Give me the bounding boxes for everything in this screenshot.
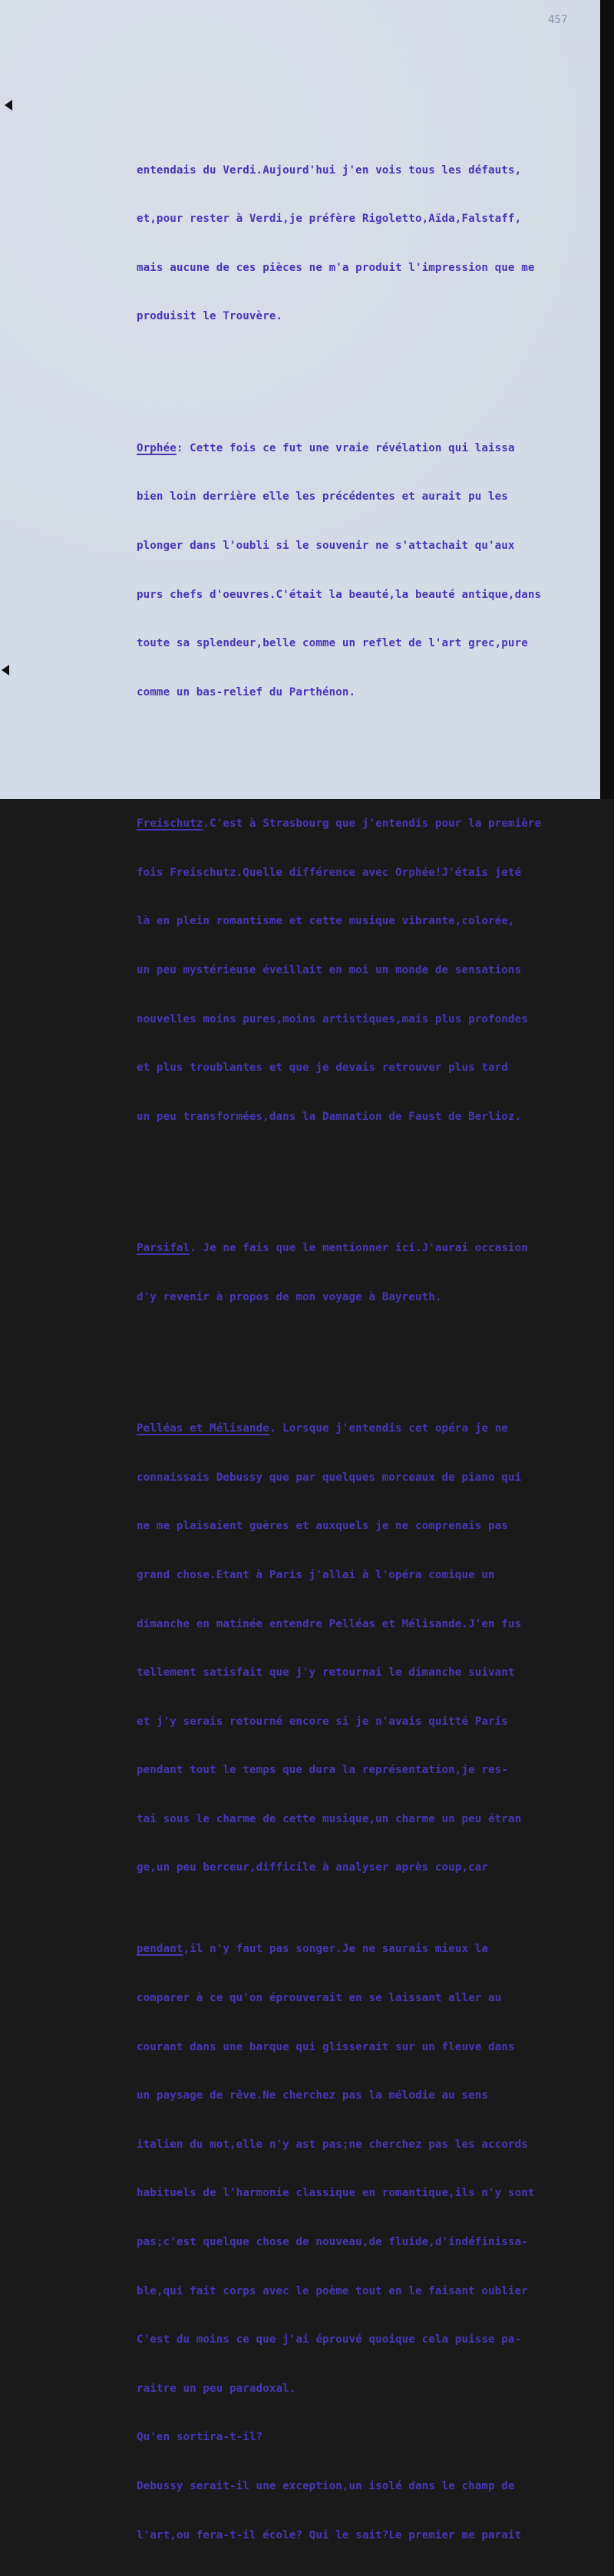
text-line: et,pour rester à Verdi,je préfère Rigoletto,Aïda,Falstaff, xyxy=(137,213,522,226)
underlined-word-pendant: pendant xyxy=(137,1943,183,1956)
text-line: plonger dans l'oubli si le souvenir ne s'attachait qu'aux xyxy=(137,539,515,552)
text-line: l'art,ou fera-t-il école? Qui le sait?Le premier me parait xyxy=(137,2528,522,2541)
margin-mark-bottom xyxy=(2,665,9,675)
text-line: purs chefs d'oeuvres.C'était la beauté,la beauté antique,dans xyxy=(137,588,542,601)
text-line: d'y revenir à propos de mon voyage à Bayreuth. xyxy=(137,1290,442,1303)
paragraph-first-line xyxy=(137,1421,597,1437)
text-line: ble,qui fait corps avec le poème tout en le faisant oublier xyxy=(137,2284,528,2297)
text-line: grand chose.Etant à Paris j'allai à l'opéra comique un xyxy=(137,1568,495,1581)
text-line: toute sa splendeur,belle comme un reflet de l'art grec,pure xyxy=(137,637,528,650)
text-line: là en plein romantisme et cette musique vibrante,colorée, xyxy=(137,915,515,928)
text-line: entendais du Verdi.Aujourd'hui j'en vois tous les défauts, xyxy=(137,163,522,177)
page-edge-shadow xyxy=(600,0,614,799)
paragraph-first-line xyxy=(137,816,597,832)
section-heading-freischutz: Freischutz xyxy=(137,817,203,831)
text-run: .C'est à Strasbourg que j'entendis pour la première xyxy=(203,817,542,831)
text-run: . Je ne fais que le mentionner ici.J'aurai occasion xyxy=(190,1242,528,1255)
text-line: ne me plaisaient guères et auxquels je ne comprenais pas xyxy=(137,1520,508,1533)
text-line: Debussy serait-il une exception,un isolé dans le champ de xyxy=(137,2480,515,2493)
text-line: comparer à ce qu'on éprouverait en se laissant aller au xyxy=(137,1992,502,2005)
text-line: tai sous le charme de cette musique,un charme un peu étran xyxy=(137,1812,522,1825)
text-line: habituels de l'harmonie classique en romantique,ils n'y sont xyxy=(137,2187,535,2200)
text-line: Qu'en sortira-t-il? xyxy=(137,2431,263,2444)
text-line: raitre un peu paradoxal. xyxy=(137,2382,296,2395)
text-line: pendant tout le temps que dura la représentation,je res- xyxy=(137,1764,508,1777)
text-line: pas;c'est quelque chose de nouveau,de fluide,d'indéfinissa- xyxy=(137,2236,528,2249)
text-run: . Lorsque j'entendis cet opéra je ne xyxy=(269,1422,508,1435)
text-line: nouvelles moins pures,moins artistiques,mais plus profondes xyxy=(137,1012,528,1025)
text-line: un paysage de rêve.Ne cherchez pas la mélodie au sens xyxy=(137,2089,489,2102)
section-heading-orphee: Orphée xyxy=(137,441,177,454)
paragraph-first-line xyxy=(137,441,597,457)
text-line: dimanche en matinée entendre Pelléas et Mélisande.J'en fus xyxy=(137,1617,522,1630)
text-line: italien du mot,elle n'y ast pas;ne cherchez pas les accords xyxy=(137,2138,528,2151)
text-line: C'est du moins ce que j'ai éprouvé quoique cela puisse pa- xyxy=(137,2333,522,2346)
text-line: tellement satisfait que j'y retournai le dimanche suivant xyxy=(137,1666,515,1679)
text-line: connaissais Debussy que par quelques morceaux de piano qui xyxy=(137,1471,522,1484)
text-run: ,il n'y faut pas songer.Je ne saurais mieux la xyxy=(183,1943,489,1956)
text-line: un peu mystérieuse éveillait en moi un monde de sensations xyxy=(137,963,522,976)
margin-mark-top xyxy=(5,100,12,111)
text-line: comme un bas-relief du Parthénon. xyxy=(137,685,356,698)
page-number: 457 xyxy=(548,14,568,26)
text-line: courant dans une barque qui glisserait sur un fleuve dans xyxy=(137,2040,515,2053)
text-line: mais aucune de ces pièces ne m'a produit l'impression que me xyxy=(137,261,535,274)
text-line: un peu transformées,dans la Damnation de Faust de Berlioz. xyxy=(137,1110,522,1123)
paragraph-first-line xyxy=(137,1941,597,1957)
text-line: et j'y serais retourné encore si je n'avais quitté Paris xyxy=(137,1715,508,1728)
paragraph-first-line xyxy=(137,1240,597,1257)
typed-text xyxy=(137,114,597,2576)
text-line: et plus troublantes et que je devais retrouver plus tard xyxy=(137,1062,508,1075)
text-line: produisit le Trouvère. xyxy=(137,310,283,323)
text-line: fois Freischutz.Quelle différence avec Orphée!J'étais jeté xyxy=(137,866,522,879)
section-heading-pelleas: Pelléas et Mélisande xyxy=(137,1422,269,1435)
text-run: : Cette fois ce fut une vraie révélation qui laissa xyxy=(176,441,515,454)
text-line: bien loin derrière elle les précédentes et aurait pu les xyxy=(137,490,508,504)
text-line: ge,un peu berceur,difficile à analyser après coup,car xyxy=(137,1861,489,1874)
section-heading-parsifal: Parsifal xyxy=(137,1242,190,1255)
